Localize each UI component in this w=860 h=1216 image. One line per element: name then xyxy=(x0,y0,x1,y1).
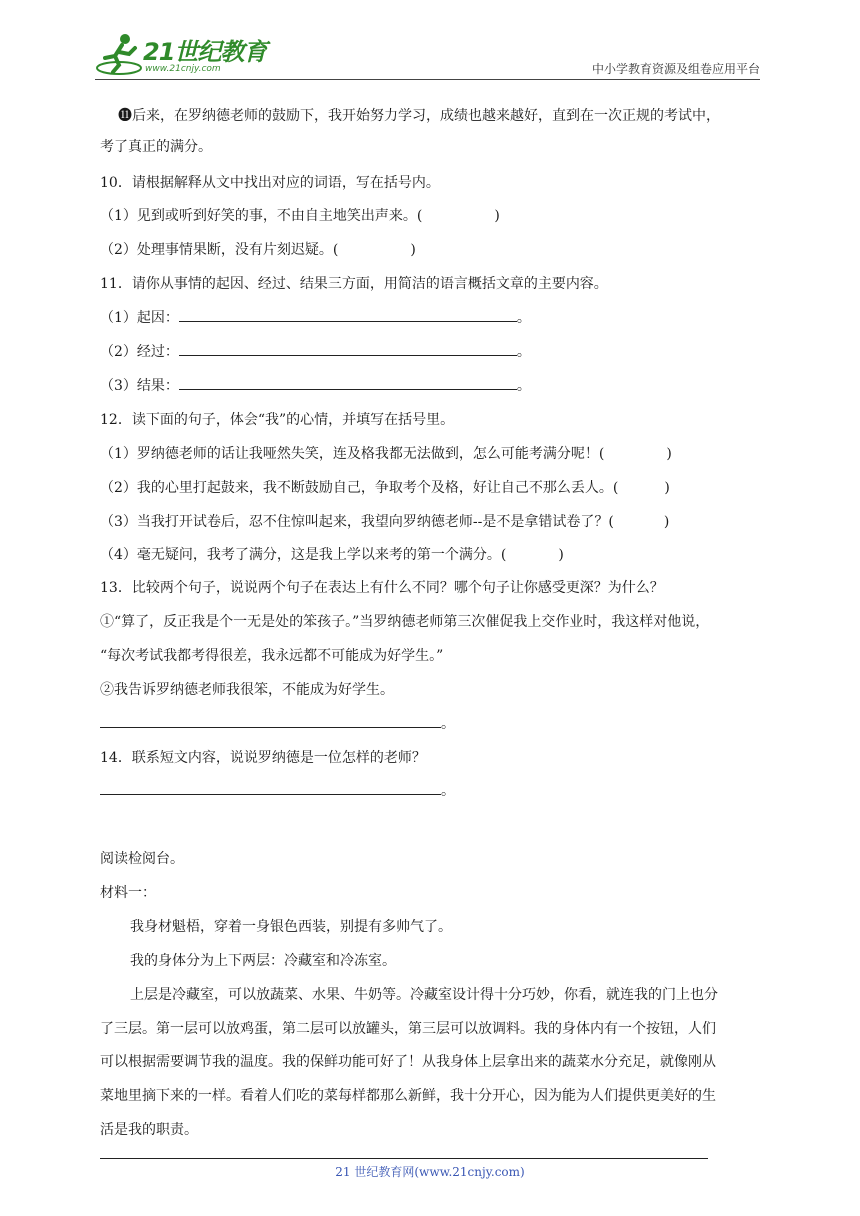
passage-text: 后来，在罗纳德老师的鼓励下，我开始努力学习，成绩也越来越好，直到在一次正规的考试中， xyxy=(132,108,720,124)
question-12-item: （3）当我打开试卷后，忍不住惊叫起来，我望向罗纳德老师--是不是拿错试卷了？( ) xyxy=(100,514,670,530)
question-10-item: （1）见到或听到好笑的事，不由自主地笑出声来。( ) xyxy=(100,208,500,224)
material-paragraph: 我的身体分为上下两层：冷藏室和冷冻室。 xyxy=(130,953,396,969)
answer-line[interactable] xyxy=(100,781,441,795)
question-12-item: （4）毫无疑问，我考了满分，这是我上学以来考的第一个满分。( ) xyxy=(100,547,564,563)
section-title: 阅读检阅台。 xyxy=(100,851,184,867)
question-13-stem: 13．比较两个句子，说说两个句子在表达上有什么不同？哪个句子让你感受更深？为什么？ xyxy=(100,580,664,596)
logo xyxy=(95,30,270,78)
question-11-item: （3）结果： 。 xyxy=(100,378,531,394)
question-13-sentence: ①“算了，反正我是个一无是处的笨孩子。”当罗纳德老师第三次催促我上交作业时，我这样对他说， xyxy=(100,614,710,630)
question-13-answer: 。 xyxy=(100,714,455,734)
material-paragraph: 我身材魁梧，穿着一身银色西装，别提有多帅气了。 xyxy=(130,919,452,935)
passage-line: 考了真正的满分。 xyxy=(100,139,212,155)
question-10-item: （2）处理事情果断，没有片刻迟疑。( ) xyxy=(100,242,416,258)
answer-line[interactable] xyxy=(179,342,517,356)
answer-line[interactable] xyxy=(179,376,517,390)
material-paragraph: 可以根据需要调节我的温度。我的保鲜功能可好了！从我身体上层拿出来的蔬菜水分充足，就像刚从 xyxy=(100,1054,716,1070)
question-14-answer: 。 xyxy=(100,781,455,801)
question-10-stem: 10．请根据解释从文中找出对应的词语，写在括号内。 xyxy=(100,175,440,191)
material-label: 材料一： xyxy=(100,885,156,901)
material-paragraph: 了三层。第一层可以放鸡蛋，第二层可以放罐头，第三层可以放调料。我的身体内有一个按钮，人们 xyxy=(100,1021,716,1037)
question-12-stem: 12．读下面的句子，体会“我”的心情，并填写在括号里。 xyxy=(100,412,455,428)
material-paragraph: 活是我的职责。 xyxy=(100,1122,198,1138)
material-paragraph: 菜地里摘下来的一样。看着人们吃的菜每样都那么新鲜，我十分开心，因为能为人们提供更美好的生 xyxy=(100,1088,716,1104)
question-13-sentence: ②我告诉罗纳德老师我很笨，不能成为好学生。 xyxy=(100,682,394,698)
question-12-item: （1）罗纳德老师的话让我哑然失笑，连及格我都无法做到，怎么可能考满分呢！( ) xyxy=(100,446,672,462)
question-11-item: （2）经过： 。 xyxy=(100,344,531,360)
answer-line[interactable] xyxy=(179,308,517,322)
header-divider xyxy=(95,79,760,80)
question-12-item: （2）我的心里打起鼓来，我不断鼓励自己，争取考个及格，好让自己不那么丢人。( ) xyxy=(100,480,670,496)
answer-line[interactable] xyxy=(100,714,441,728)
question-14-stem: 14．联系短文内容，说说罗纳德是一位怎样的老师？ xyxy=(100,750,426,766)
question-11-stem: 11．请你从事情的起因、经过、结果三方面，用简洁的语言概括文章的主要内容。 xyxy=(100,276,608,292)
question-13-sentence: “每次考试我都考得很差，我永远都不可能成为好学生。” xyxy=(100,648,444,664)
platform-name: 中小学教育资源及组卷应用平台 xyxy=(591,62,760,76)
footer-link[interactable]: 21 世纪教育网(www.21cnjy.com) xyxy=(335,1165,525,1179)
runner-logo-icon xyxy=(95,32,143,78)
passage-line xyxy=(118,106,720,126)
footer-divider xyxy=(100,1158,708,1159)
paragraph-marker: ⓫ xyxy=(118,108,132,124)
page-header xyxy=(95,30,760,80)
material-paragraph: 上层是冷藏室，可以放蔬菜、水果、牛奶等。冷藏室设计得十分巧妙，你看，就连我的门上也分 xyxy=(130,987,718,1003)
logo-url: www.21cnjy.com xyxy=(145,64,221,74)
question-11-item: （1）起因： 。 xyxy=(100,310,531,326)
logo-text: 21世纪教育 xyxy=(143,38,267,66)
